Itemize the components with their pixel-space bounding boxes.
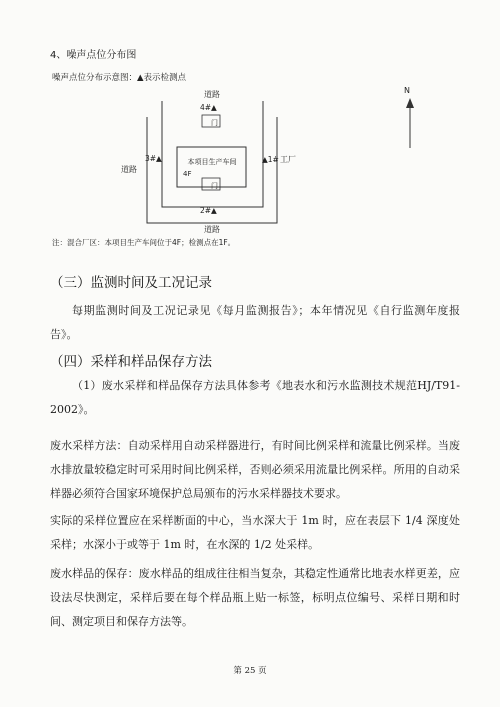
point-3-marker: 3#▲	[145, 154, 162, 163]
production-building	[177, 147, 246, 187]
building-label-line2: 4F	[183, 170, 192, 178]
section4-paragraph-2: 废水采样方法：自动采样用自动采样器进行，有时间比例采样和流量比例采样。当废水排放量较稳定时可采用时间比例采样，否则必须采用流量比例采样。所用的自动采样器必须符合国家环境保护总局颁布的污水采样器技术要求。	[50, 439, 460, 500]
point-2-marker: 2#▲	[200, 206, 217, 215]
diagram-caption: 噪声点位分布示意图：▲表示检测点	[52, 73, 187, 83]
section4-paragraph-4: 废水样品的保存：废水样品的组成往往相当复杂，其稳定性通常比地表水样更差，应设法尽快测定，采样后要在每个样品瓶上贴一标签，标明点位编号、采样日期和时间、测定项目和保存方法等。	[50, 567, 460, 628]
road-left-label: 道路	[121, 165, 137, 174]
section3-title: （三）监测时间及工况记录	[50, 275, 212, 291]
door-bottom-label: 门	[211, 182, 218, 190]
page-number: 第 25 页	[233, 666, 267, 676]
building-label-line1: 本项目生产车间	[187, 158, 237, 166]
diagram-note: 注：混合厂区：本项目生产车间位于4F；检测点在1F。	[52, 238, 236, 247]
section4-paragraph-3: 实际的采样位置应在采样断面的中心，当水深大于 1m 时，应在表层下 1/4 深度处采样；水深小于或等于 1m 时，在水深的 1/2 处采样。	[50, 514, 460, 551]
point-1-marker: ▲1#	[262, 155, 279, 164]
north-label: N	[404, 86, 410, 95]
section4-paragraph-1: （1）废水采样和样品保存方法具体参考《地表水和污水监测技术规范HJ/T91-2002》。	[50, 379, 460, 416]
door-top-label: 门	[211, 119, 218, 127]
factory-label: 工厂	[280, 155, 296, 164]
noise-section-heading: 4、噪声点位分布图	[50, 50, 137, 61]
road-bottom-label: 道路	[204, 225, 220, 234]
section4-title: （四）采样和样品保存方法	[50, 354, 212, 370]
noise-point-diagram	[0, 0, 500, 260]
north-arrow-head	[406, 98, 414, 108]
road-top-label: 道路	[204, 90, 220, 99]
point-4-marker: 4#▲	[200, 103, 217, 112]
section3-paragraph: 每期监测时间及工况记录见《每月监测报告》；本年情况见《自行监测年度报告》。	[50, 304, 460, 341]
